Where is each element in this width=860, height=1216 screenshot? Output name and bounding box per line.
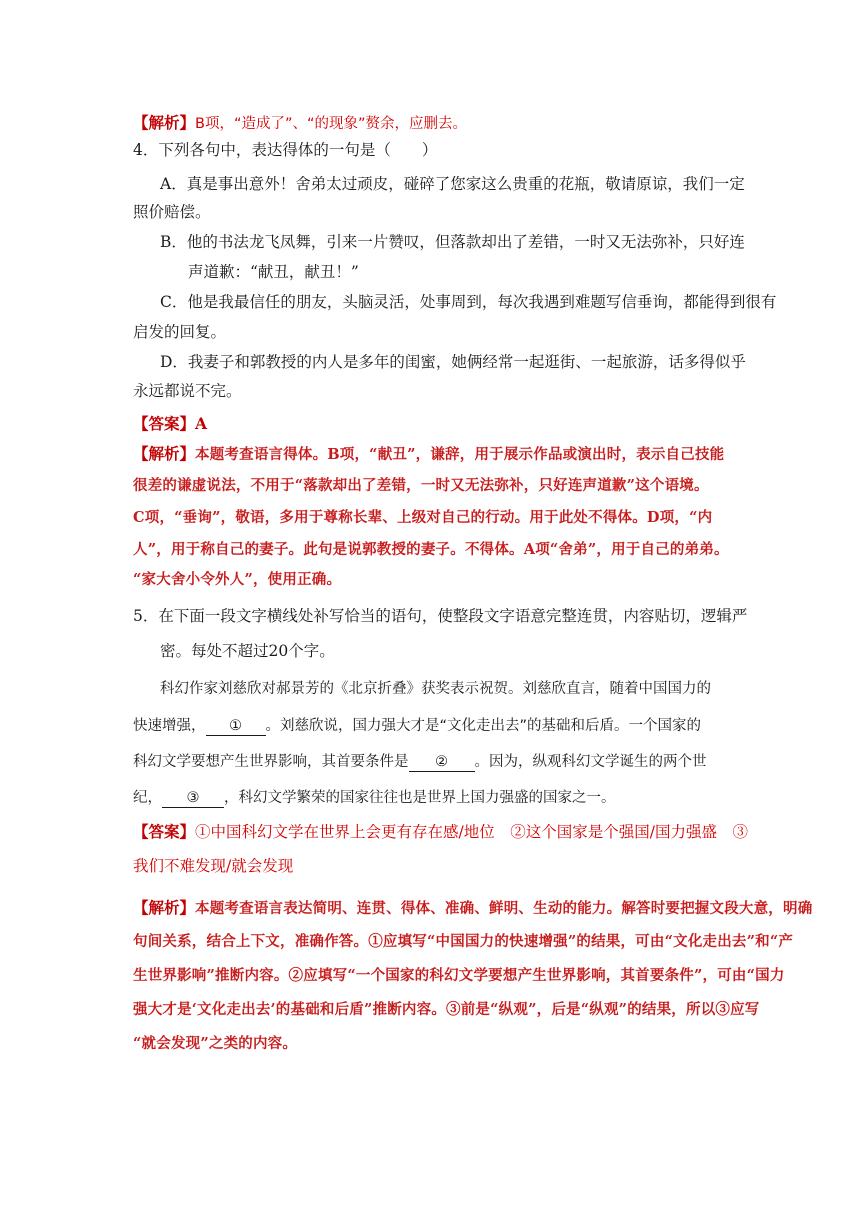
q4-option-b-line2: 声道歉：“献丑，献丑！” <box>188 263 359 281</box>
answer-tag: 【答案】 <box>133 414 196 433</box>
q5-passage-line1: 科幻作家刘慈欣对郝景芳的《北京折叠》获奖表示祝贺。刘慈欣直言，随着中国国力的 <box>160 681 711 697</box>
q4-stem: 4．下列各句中，表达得体的一句是（ ） <box>133 141 438 159</box>
q5-analysis-line5: “就会发现”之类的内容。 <box>133 1035 298 1052</box>
analysis-text: B项，“造成了”、“的现象”赘余，应删去。 <box>195 116 468 132</box>
q5-passage-line3: 科幻文学要想产生世界影响，其首要条件是 ② 。因为，纵观科幻文学诞生的两个世 <box>133 754 707 770</box>
analysis-tag: 【解析】 <box>133 113 196 132</box>
q5-passage-line2: 快速增强， ① 。刘慈欣说，国力强大才是“文化走出去”的基础和后盾。一个国家的 <box>133 718 702 734</box>
q5-stem-line2: 密。每处不超过20个字。 <box>160 642 335 660</box>
q5-analysis-line3: 生世界影响”推断内容。②应填写“一个国家的科幻文学要想产生世界影响，其首要条件”，可由“国力 <box>133 967 785 984</box>
q5-answer-line2: 我们不难发现/就会发现 <box>133 857 294 875</box>
q4-analysis-line1: 【解析】本题考查语言得体。B项，“献丑”，谦辞，用于展示作品或演出时，表示自己技能 <box>133 444 725 463</box>
q4-option-d-line2: 永远都说不完。 <box>133 382 242 400</box>
q4-analysis-line2: 很差的谦虚说法，不用于“落款却出了差错，一时又无法弥补，只好连声道歉”这个语境。 <box>133 477 709 494</box>
q4-option-d-line1: D．我妻子和郭教授的内人是多年的闺蜜，她俩经常一起逛街、一起旅游，话多得似乎 <box>160 353 746 371</box>
answer-value: A <box>195 414 208 433</box>
q5-stem-line1: 5．在下面一段文字横线处补写恰当的语句，使整段文字语意完整连贯，内容贴切，逻辑严 <box>133 607 748 625</box>
blank-3: ③ <box>162 789 224 808</box>
q5-analysis-line2: 句间关系，结合上下文，准确作答。①应填写“中国国力的快速增强”的结果，可由“文化走出去”和“产 <box>133 933 794 950</box>
q4-option-a-line2: 照价赔偿。 <box>133 203 211 221</box>
q4-analysis-line4: 人”，用于称自己的妻子。此句是说郭教授的妻子。不得体。A项“舍弟”，用于自己的弟弟。 <box>133 541 729 558</box>
q4-answer <box>133 414 207 434</box>
q5-answer-line1 <box>133 822 748 842</box>
analysis-tag: 【解析】 <box>133 444 196 463</box>
q5-analysis-line4: 强大才是‘文化走出去’的基础和后盾”推断内容。③前是“纵观”，后是“纵观”的结果，所以③应写 <box>133 1001 760 1018</box>
q4-analysis-line3: C项，“垂询”，敬语，多用于尊称长辈、上级对自己的行动。用于此处不得体。D项，“内 <box>133 509 713 526</box>
analysis-tag: 【解析】 <box>133 898 196 917</box>
q4-analysis-line5: “家大舍小令外人”，使用正确。 <box>133 571 342 588</box>
q4-option-a-line1: A．真是事出意外！舍弟太过顽皮，碰碎了您家这么贵重的花瓶，敬请原谅，我们一定 <box>160 175 745 193</box>
q5-analysis-line1: 【解析】本题考查语言表达简明、连贯、得体、准确、鲜明、生动的能力。解答时要把握文段大意，明确 <box>133 898 813 917</box>
answer-tag: 【答案】 <box>133 822 196 841</box>
q4-option-c-line1: C．他是我最信任的朋友，头脑灵活，处事周到，每次我遇到难题写信垂询，都能得到很有 <box>160 293 777 311</box>
q4-option-c-line2: 启发的回复。 <box>133 323 227 341</box>
blank-2: ② <box>409 753 475 772</box>
prev-analysis <box>133 113 467 134</box>
q5-passage-line4: 纪， ③ ，科幻文学繁荣的国家往往也是世界上国力强盛的国家之一。 <box>133 790 616 806</box>
answer-text: ①中国科幻文学在世界上会更有存在感/地位 ②这个国家是个强国/国力强盛 ③ <box>195 823 748 841</box>
q4-option-b-line1: B．他的书法龙飞凤舞，引来一片赞叹，但落款却出了差错，一时又无法弥补，只好连 <box>160 233 745 251</box>
blank-1: ① <box>206 717 266 736</box>
